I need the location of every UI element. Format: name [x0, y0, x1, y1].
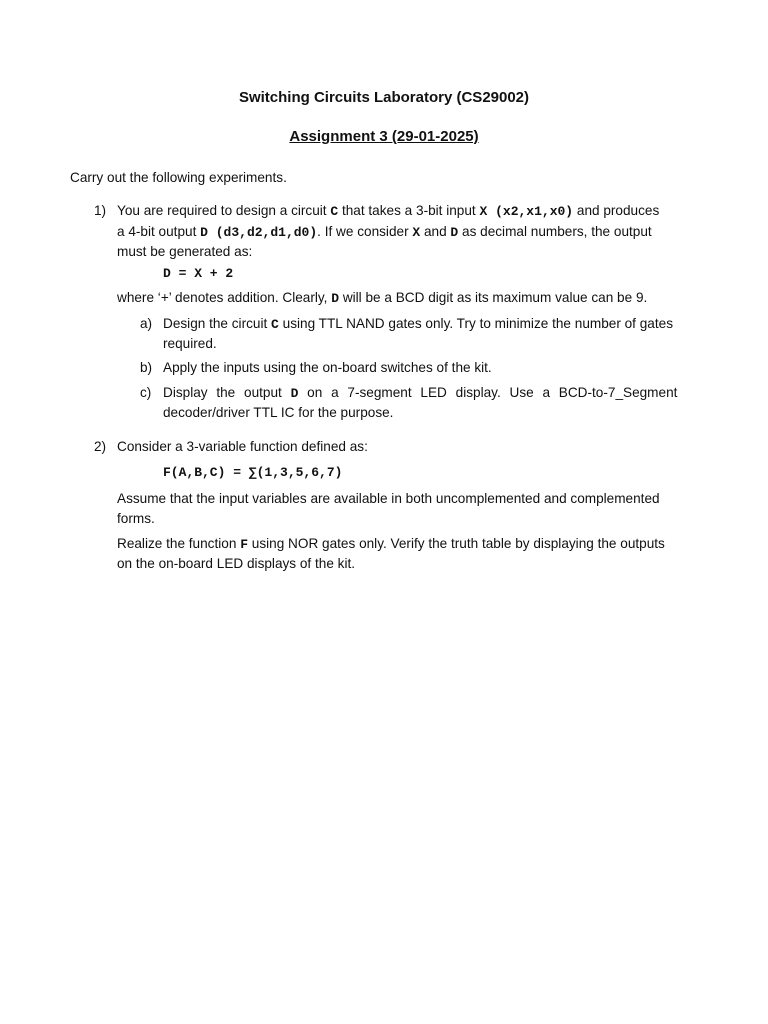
- sub-item-c-line-1: Display the output D on a 7-segment LED display. Use a BCD-to-7_Segment: [163, 385, 678, 401]
- assignment-heading: Assignment 3 (29-01-2025): [289, 128, 479, 145]
- question-1-formula: D = X + 2: [163, 266, 234, 281]
- sub-item-a-line-2: required.: [163, 336, 217, 351]
- question-2-formula: F(A,B,C) = ∑(1,3,5,6,7): [163, 465, 343, 480]
- sub-item-c-line-2: decoder/driver TTL IC for the purpose.: [163, 405, 394, 420]
- question-1-line-2: a 4-bit output D (d3,d2,d1,d0). If we consider X and D as decimal numbers, the output: [117, 224, 652, 240]
- question-1-line-4: where ‘+’ denotes addition. Clearly, D will be a BCD digit as its maximum value can be 9.: [117, 290, 648, 306]
- question-2-line-5: on the on-board LED displays of the kit.: [117, 556, 356, 571]
- question-2-line-1: Consider a 3-variable function defined as:: [117, 439, 368, 454]
- document-title: Switching Circuits Laboratory (CS29002): [238, 89, 530, 106]
- intro-text: Carry out the following experiments.: [70, 170, 287, 185]
- question-2-line-4: Realize the function F using NOR gates only. Verify the truth table by displaying the outputs: [117, 536, 665, 552]
- output-d-symbol: D (d3,d2,d1,d0): [200, 225, 318, 240]
- question-2-line-2: Assume that the input variables are available in both uncomplemented and complemented: [117, 491, 660, 506]
- sub-item-b-label: b): [140, 360, 153, 375]
- input-x-symbol: X (x2,x1,x0): [479, 204, 574, 219]
- question-1-line-3: must be generated as:: [117, 244, 253, 259]
- question-1-line-1: You are required to design a circuit C that takes a 3-bit input X (x2,x1,x0) and produces: [117, 203, 660, 219]
- question-2-number: 2): [94, 439, 107, 454]
- sub-item-a-label: a): [140, 316, 153, 331]
- sub-item-c-label: c): [140, 385, 152, 400]
- question-1-number: 1): [94, 203, 107, 218]
- circuit-c-symbol: C: [330, 204, 339, 219]
- sub-item-b-line-1: Apply the inputs using the on-board switches of the kit.: [163, 360, 492, 375]
- question-2-line-3: forms.: [117, 511, 155, 526]
- sub-item-a-line-1: Design the circuit C using TTL NAND gates only. Try to minimize the number of gates: [163, 316, 673, 332]
